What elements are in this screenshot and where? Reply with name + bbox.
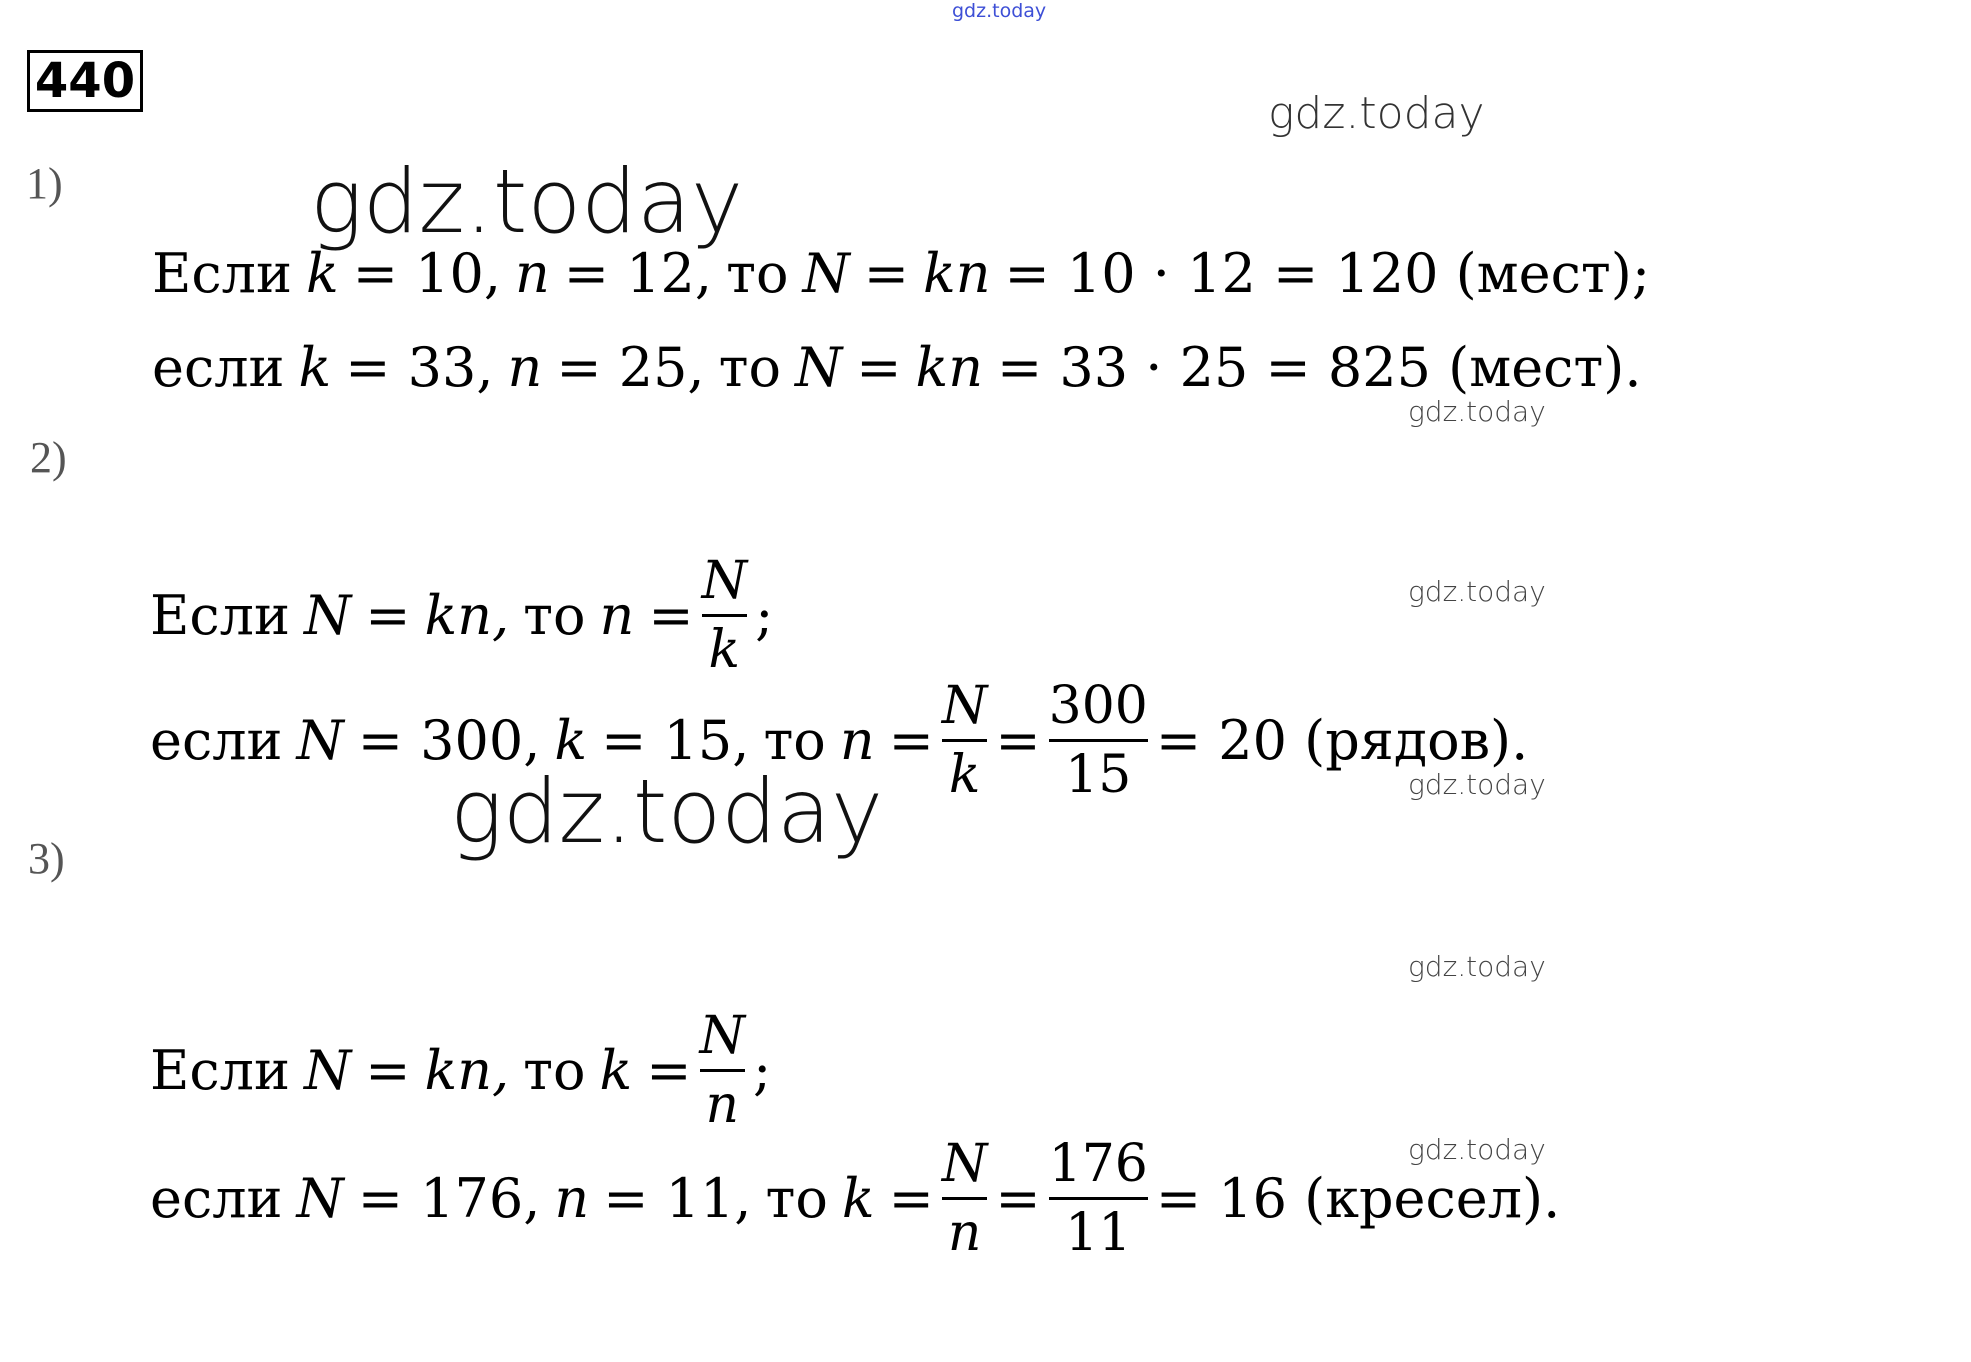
var-k: k <box>298 335 332 399</box>
var-k: k <box>841 1166 875 1230</box>
equals-sign: = <box>995 1166 1041 1230</box>
fraction-numerator: 176 <box>1048 1133 1148 1194</box>
fraction-numerator: N <box>941 675 988 736</box>
fraction <box>702 550 748 681</box>
fraction-denominator: 11 <box>1065 1202 1132 1263</box>
word-if: если <box>152 335 285 399</box>
fraction-denominator: n <box>705 1074 740 1135</box>
var-N: N <box>296 708 344 772</box>
solution-line-1 <box>152 238 1650 308</box>
fraction-bar <box>700 1069 746 1072</box>
equals-sign: = <box>646 1038 692 1102</box>
fraction-bar <box>1049 739 1148 742</box>
fraction-numerator: N <box>941 1133 988 1194</box>
result-text: = 10 · 12 = 120 (мест); <box>1004 241 1651 305</box>
fraction-bar <box>1049 1197 1148 1200</box>
equals-value: = 300, <box>357 708 541 772</box>
var-k: k <box>554 708 588 772</box>
watermark-large: gdz.today <box>450 760 884 863</box>
solution-line-5 <box>150 1000 771 1140</box>
var-n: n <box>554 1166 590 1230</box>
word-then: то <box>523 583 586 647</box>
word-then: то <box>726 241 789 305</box>
word-if: если <box>150 708 283 772</box>
equals-sign: = <box>856 335 902 399</box>
fraction <box>1049 675 1148 806</box>
word-then: то <box>765 1166 828 1230</box>
result-text: = 20 (рядов). <box>1155 708 1529 772</box>
equals-value: = 10, <box>352 241 501 305</box>
var-N: N <box>795 335 843 399</box>
var-N: N <box>303 1038 352 1102</box>
punctuation: ; <box>753 1038 772 1102</box>
watermark-small: gdz.today <box>1408 575 1546 608</box>
watermark-small: gdz.today <box>1408 1133 1546 1166</box>
var-k: k <box>305 241 339 305</box>
fraction <box>942 1133 988 1264</box>
fraction <box>1049 1133 1148 1264</box>
fraction-bar <box>942 1197 988 1200</box>
watermark-small: gdz.today <box>1408 395 1546 428</box>
watermark-top-right: gdz.today <box>1268 88 1485 139</box>
part-3-label: 3) <box>28 834 65 883</box>
equals-value: = 12, <box>563 241 713 305</box>
var-n: n <box>507 335 543 399</box>
fraction-denominator: 15 <box>1065 744 1132 805</box>
fraction-denominator: k <box>708 619 741 680</box>
var-kn: kn, <box>424 583 510 647</box>
equals-sign: = <box>888 1166 934 1230</box>
equals-value: = 11, <box>603 1166 752 1230</box>
solution-line-2 <box>152 332 1642 402</box>
solution-line-3 <box>150 545 773 685</box>
fraction-numerator: N <box>701 550 748 611</box>
equals-sign: = <box>365 583 411 647</box>
word-if: Если <box>150 1038 290 1102</box>
fraction-bar <box>702 614 748 617</box>
part-2-label: 2) <box>30 433 67 482</box>
fraction-numerator: N <box>699 1005 746 1066</box>
var-N: N <box>296 1166 344 1230</box>
var-kn: kn <box>922 241 991 305</box>
equals-value: = 33, <box>345 335 494 399</box>
word-then: то <box>763 708 826 772</box>
equals-value: = 15, <box>601 708 750 772</box>
punctuation: ; <box>755 583 774 647</box>
equals-value: = 176, <box>357 1166 541 1230</box>
var-n: n <box>599 583 635 647</box>
result-text: = 16 (кресел). <box>1155 1166 1561 1230</box>
fraction-bar <box>942 739 988 742</box>
var-n: n <box>839 708 875 772</box>
var-k: k <box>599 1038 633 1102</box>
equals-sign: = <box>863 241 909 305</box>
part-1-label: 1) <box>26 159 63 208</box>
equals-sign: = <box>995 708 1041 772</box>
task-number-box: 440 <box>27 50 143 112</box>
fraction-numerator: 300 <box>1048 675 1148 736</box>
word-if: если <box>150 1166 283 1230</box>
fraction <box>700 1005 746 1136</box>
word-if: Если <box>150 583 290 647</box>
var-kn: kn <box>915 335 983 399</box>
equals-sign: = <box>365 1038 411 1102</box>
solution-line-6 <box>150 1128 1560 1268</box>
var-n: n <box>515 241 550 305</box>
var-N: N <box>303 583 352 647</box>
fraction <box>942 675 988 806</box>
word-then: то <box>523 1038 586 1102</box>
watermark-large: gdz.today <box>310 150 744 253</box>
var-N: N <box>802 241 850 305</box>
word-if: Если <box>152 241 292 305</box>
watermark-small: gdz.today <box>1408 950 1546 983</box>
equals-sign: = <box>888 708 934 772</box>
fraction-denominator: n <box>947 1202 982 1263</box>
word-then: то <box>718 335 781 399</box>
watermark-small: gdz.today <box>1408 768 1546 801</box>
source-link[interactable]: gdz.today <box>952 0 1047 22</box>
equals-value: = 25, <box>556 335 705 399</box>
fraction-denominator: k <box>948 744 981 805</box>
equals-sign: = <box>648 583 694 647</box>
var-kn: kn, <box>424 1038 510 1102</box>
result-text: = 33 · 25 = 825 (мест). <box>997 335 1642 399</box>
